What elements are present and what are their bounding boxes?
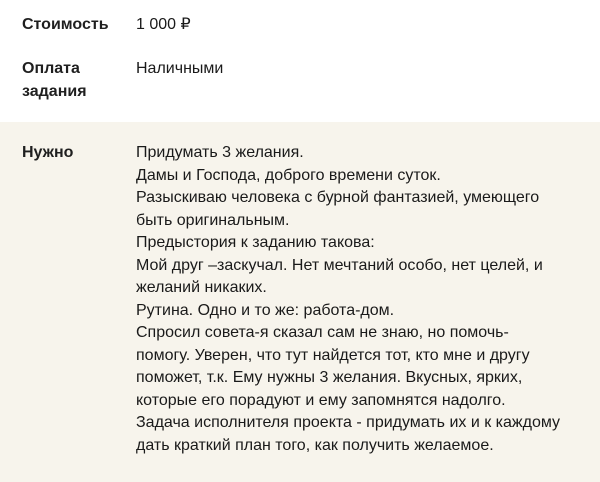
need-description-line: Предыстория к заданию такова: xyxy=(136,234,375,251)
need-description-line: Придумать 3 желания. xyxy=(136,144,304,161)
payment-label-line1: Оплата xyxy=(22,60,80,77)
need-description xyxy=(136,142,580,482)
need-description-line: поможет, т.к. Ему нужны 3 желания. Вкусных, ярких, xyxy=(136,369,523,386)
need-description-line: помогу. Уверен, что тут найдется тот, кто мне и другу xyxy=(136,346,530,364)
payment-value: Наличными xyxy=(136,60,224,77)
need-row xyxy=(0,122,600,482)
cost-label: Стоимость xyxy=(22,16,109,33)
cost-value: 1 000 ₽ xyxy=(136,16,191,33)
need-description-line: желаний никаких. xyxy=(136,279,267,296)
need-description-line: быть оригинальным. xyxy=(136,211,290,229)
need-description-line: Задача исполнителя проекта - придумать их и к каждому xyxy=(136,414,561,431)
need-description-line: Спросил совета-я сказал сам не знаю, но помочь- xyxy=(136,324,509,341)
need-description-line: Рутина. Одно и то же: работа-дом. xyxy=(136,301,395,319)
payment-row xyxy=(0,48,600,122)
cost-row xyxy=(0,0,600,48)
need-description-line: дать краткий план того, как получить желаемое. xyxy=(136,436,494,454)
payment-label xyxy=(22,58,136,122)
need-description-line: которые его порадуют и ему запомнятся надолго. xyxy=(136,391,506,409)
need-description-line: Дамы и Господа, доброго времени суток. xyxy=(136,166,441,184)
need-description-line: Мой друг –заскучал. Нет мечтаний особо, нет целей, и xyxy=(136,256,543,274)
payment-label-line2: задания xyxy=(22,82,87,100)
need-label: Нужно xyxy=(22,144,74,161)
need-description-line: Разыскиваю человека с бурной фантазией, умеющего xyxy=(136,189,540,206)
